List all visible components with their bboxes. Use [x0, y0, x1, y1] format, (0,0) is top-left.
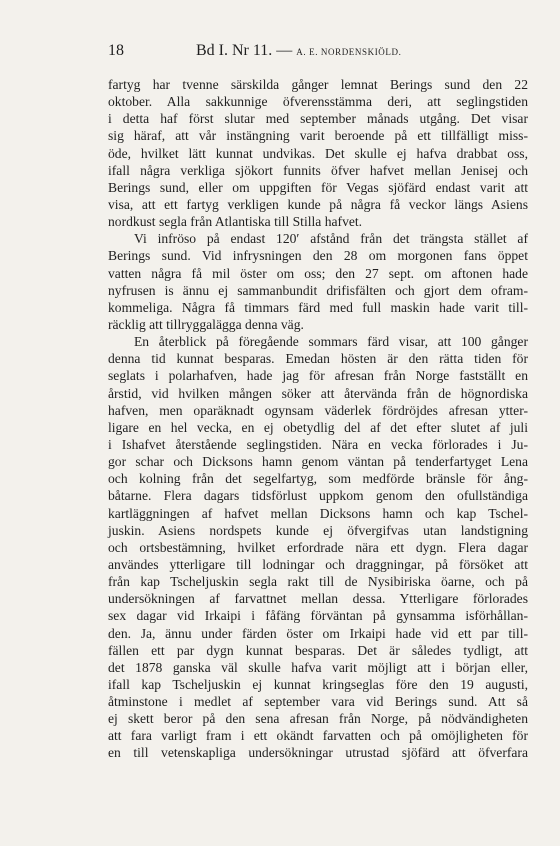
text-line: vatten några få mil öster om oss; den 27 sept. om aftonen hade — [108, 265, 528, 281]
text-line: från kap Tscheljuskin segla rakt till de Nysibiriska öarne, och på — [108, 574, 528, 590]
text-line: öde, hvilket lätt kunnat undvikas. Det skulle ej hafva drabbat oss, — [108, 145, 528, 161]
text-line: och ortsbestämning, hvilket erfordrade nära ett dygn. Flera dagar — [108, 539, 528, 555]
page-number: 18 — [108, 42, 124, 59]
text-line: hafven, men oparäknadt ogynsam väderlek fördröjdes afresan ytter- — [108, 402, 528, 418]
text-line: årstid, vid hvilken mången söker att återvända från de högnordiska — [108, 385, 528, 401]
running-head — [196, 42, 401, 60]
text-line: att fara varligt fram i ett okändt farvatten och på omöjligheten för — [108, 728, 528, 744]
body-text — [108, 76, 528, 762]
text-line: visa, att ett fartyg verkligen kunde på några få veckor längs Asiens — [108, 196, 528, 212]
text-line: sig häraf, att vår instängning varit beroende på ett tillfälligt miss- — [108, 128, 528, 144]
text-line: kommeliga. Några få timmars färd med full maskin hade varit till- — [108, 299, 528, 315]
text-line: båtarne. Flera dagars tidsförlust uppkom genom den ofullständiga — [108, 488, 528, 504]
text-line: undersökningen af farvattnet mellan dessa. Ytterligare förlorades — [108, 591, 528, 607]
text-line: Berings sund, eller om uppgiften för Vegas sjöfärd endast varit att — [108, 179, 528, 195]
text-line: räcklig att tillryggalägga denna väg. — [108, 316, 304, 332]
text-line: ifall kap Tscheljuskin ej kunnat kringseglas före den 19 augusti, — [108, 676, 528, 692]
text-line: Berings sund. Vid infrysningen den 28 om morgonen fans öppet — [108, 248, 528, 264]
text-line: och kolning från det segelfartyg, som medförde bränsle för ång- — [108, 471, 528, 487]
text-line: kartläggningen af hafvet mellan Dicksons hamn och kap Tschel- — [108, 505, 528, 521]
text-line: det 1878 ganska väl skulle hafva varit möjligt att i början eller, — [108, 659, 528, 675]
text-line: denna tid kunnat besparas. Emedan hösten är den rätta tiden för — [108, 351, 528, 367]
text-line: oktober. Alla sakkunnige öfverensstämma deri, att seglingstiden — [108, 94, 528, 110]
text-line: seglats i polarhafven, hade jag för afresan från Norge fastställt en — [108, 368, 528, 384]
text-line: ej skett beror på den sena afresan från Norge, på nödvändigheten — [108, 711, 528, 727]
text-line: fällen ett par dygn kunnat besparas. Det är således tydligt, att — [108, 642, 528, 658]
text-line: En återblick på föregående sommars färd visar, att 100 gånger — [134, 334, 528, 350]
text-line: användes ytterligare till lodningar och draggningar, på försöket att — [108, 556, 528, 572]
text-line: i Ishafvet återstående seglingstiden. Nära en vecka förlorades i Ju- — [108, 436, 528, 452]
text-line: nyfrusen is ännu ej sammanbundit drifisfälten och gjort dem ofram- — [108, 282, 528, 298]
text-line: en till vetenskapliga undersökningar utrustad sjöfärd att öfverfara — [108, 745, 528, 761]
page-header — [108, 42, 528, 66]
volume-issue: Bd I. Nr 11. — — [196, 42, 293, 59]
text-line: gor schar och Dicksons hamn genom väntan på tenderfartyget Lena — [108, 454, 528, 470]
text-line: nordkust segla från Atlantiska till Stilla hafvet. — [108, 214, 363, 230]
author-title: A. E. NORDENSKIÖLD. — [296, 47, 402, 57]
text-line: ifall några verkliga sjökort funnits öfver hafvet mellan Jenisej och — [108, 162, 528, 178]
text-line: åtminstone i medlet af september vara vid Berings sund. Att så — [108, 694, 528, 710]
text-line: sex dagar vid Irkaipi i fåfäng förväntan på gynsamma isförhållan- — [108, 608, 528, 624]
text-line: Vi infröso på endast 120′ afstånd från det trängsta stället af — [134, 231, 528, 247]
text-line: juskin. Asiens nordspets kunde ej öfvergifvas utan landstigning — [108, 522, 528, 538]
text-line: i detta haf först slutar med september månads utgång. Det visar — [108, 111, 528, 127]
text-line: den. Ja, ännu under färden öster om Irkaipi hade vid ett par till- — [108, 625, 528, 641]
text-line: fartyg har tvenne särskilda gånger lemnat Berings sund den 22 — [108, 77, 528, 92]
text-line: ligare en hel vecka, en ej obetydlig del af det efter slutet af juli — [108, 419, 528, 435]
